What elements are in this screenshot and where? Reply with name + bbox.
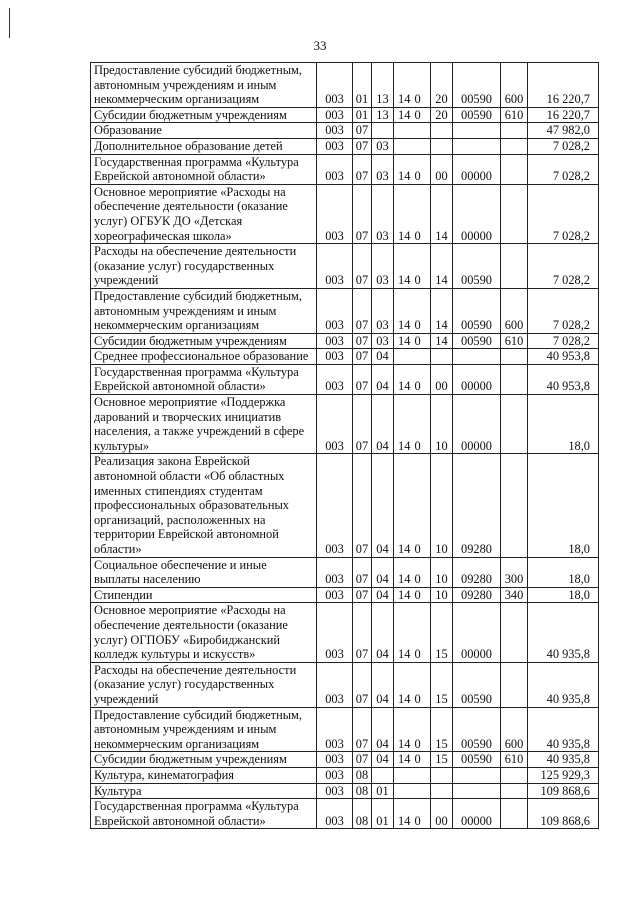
code-vr bbox=[501, 662, 528, 707]
code-rz: 01 bbox=[353, 107, 372, 123]
code-ved: 003 bbox=[317, 557, 353, 587]
budget-table bbox=[90, 62, 599, 829]
code-direction bbox=[453, 138, 501, 154]
table-row bbox=[91, 662, 599, 707]
code-vr: 340 bbox=[501, 587, 528, 603]
code-pr: 04 bbox=[372, 603, 394, 662]
table-row bbox=[91, 244, 599, 289]
row-amount: 7 028,2 bbox=[528, 288, 599, 333]
code-vr: 600 bbox=[501, 707, 528, 752]
code-rz: 07 bbox=[353, 123, 372, 139]
code-vr bbox=[501, 123, 528, 139]
row-amount: 7 028,2 bbox=[528, 184, 599, 243]
code-direction: 00590 bbox=[453, 752, 501, 768]
code-pr: 04 bbox=[372, 707, 394, 752]
code-rz: 08 bbox=[353, 799, 372, 829]
code-ved: 003 bbox=[317, 184, 353, 243]
code-pr: 03 bbox=[372, 288, 394, 333]
code-program bbox=[394, 349, 431, 365]
code-pr: 04 bbox=[372, 587, 394, 603]
code-rz: 07 bbox=[353, 603, 372, 662]
code-rz: 07 bbox=[353, 454, 372, 557]
code-direction bbox=[453, 349, 501, 365]
row-name: Субсидии бюджетным учреждениям bbox=[91, 107, 317, 123]
row-amount: 125 929,3 bbox=[528, 767, 599, 783]
code-vr bbox=[501, 395, 528, 454]
code-vr bbox=[501, 799, 528, 829]
code-direction: 09280 bbox=[453, 587, 501, 603]
code-ved: 003 bbox=[317, 138, 353, 154]
row-amount: 16 220,7 bbox=[528, 63, 599, 108]
code-direction: 00590 bbox=[453, 662, 501, 707]
code-subprogram bbox=[431, 783, 453, 799]
row-name: Государственная программа «Культура Еврейской автономной области» bbox=[91, 364, 317, 394]
row-amount: 40 935,8 bbox=[528, 662, 599, 707]
code-ved: 003 bbox=[317, 603, 353, 662]
code-program: 14 0 bbox=[394, 603, 431, 662]
code-subprogram: 10 bbox=[431, 395, 453, 454]
code-subprogram: 15 bbox=[431, 707, 453, 752]
row-name: Субсидии бюджетным учреждениям bbox=[91, 752, 317, 768]
code-program bbox=[394, 138, 431, 154]
table-row bbox=[91, 587, 599, 603]
code-direction: 00590 bbox=[453, 288, 501, 333]
code-subprogram: 20 bbox=[431, 63, 453, 108]
code-rz: 07 bbox=[353, 557, 372, 587]
code-program: 14 0 bbox=[394, 707, 431, 752]
code-rz: 01 bbox=[353, 63, 372, 108]
code-direction bbox=[453, 767, 501, 783]
code-program: 14 0 bbox=[394, 557, 431, 587]
row-name: Культура, кинематография bbox=[91, 767, 317, 783]
code-direction: 00000 bbox=[453, 603, 501, 662]
code-vr bbox=[501, 244, 528, 289]
code-pr: 03 bbox=[372, 333, 394, 349]
code-program: 14 0 bbox=[394, 244, 431, 289]
code-program: 14 0 bbox=[394, 184, 431, 243]
code-vr: 610 bbox=[501, 752, 528, 768]
table-row bbox=[91, 783, 599, 799]
row-amount: 7 028,2 bbox=[528, 154, 599, 184]
row-name: Расходы на обеспечение деятельности (оказание услуг) государственных учреждений bbox=[91, 244, 317, 289]
code-vr bbox=[501, 783, 528, 799]
code-pr: 04 bbox=[372, 364, 394, 394]
row-name: Основное мероприятие «Расходы на обеспечение деятельности (оказание услуг) ОГПОБУ «Биробиджанский колледж культуры и искусств» bbox=[91, 603, 317, 662]
code-ved: 003 bbox=[317, 799, 353, 829]
code-program: 14 0 bbox=[394, 752, 431, 768]
code-rz: 07 bbox=[353, 244, 372, 289]
row-amount: 40 953,8 bbox=[528, 364, 599, 394]
code-rz: 07 bbox=[353, 587, 372, 603]
code-direction: 00000 bbox=[453, 364, 501, 394]
code-pr: 03 bbox=[372, 154, 394, 184]
code-pr: 03 bbox=[372, 138, 394, 154]
code-subprogram: 14 bbox=[431, 288, 453, 333]
code-rz: 07 bbox=[353, 154, 372, 184]
code-vr: 610 bbox=[501, 333, 528, 349]
table-row bbox=[91, 349, 599, 365]
code-rz: 07 bbox=[353, 184, 372, 243]
code-program: 14 0 bbox=[394, 662, 431, 707]
scan-edge-mark bbox=[9, 8, 10, 38]
code-rz: 08 bbox=[353, 783, 372, 799]
row-amount: 18,0 bbox=[528, 587, 599, 603]
code-pr: 04 bbox=[372, 752, 394, 768]
code-pr: 04 bbox=[372, 662, 394, 707]
code-program: 14 0 bbox=[394, 288, 431, 333]
row-name: Предоставление субсидий бюджетным, автономным учреждениям и иным некоммерческим организациям bbox=[91, 707, 317, 752]
code-direction: 09280 bbox=[453, 557, 501, 587]
code-vr: 610 bbox=[501, 107, 528, 123]
code-direction bbox=[453, 123, 501, 139]
code-vr: 300 bbox=[501, 557, 528, 587]
table-row bbox=[91, 752, 599, 768]
row-name: Субсидии бюджетным учреждениям bbox=[91, 333, 317, 349]
code-subprogram: 10 bbox=[431, 454, 453, 557]
code-pr: 03 bbox=[372, 184, 394, 243]
row-amount: 40 935,8 bbox=[528, 707, 599, 752]
code-pr: 13 bbox=[372, 107, 394, 123]
row-amount: 40 935,8 bbox=[528, 603, 599, 662]
code-pr: 01 bbox=[372, 799, 394, 829]
code-direction: 00590 bbox=[453, 63, 501, 108]
row-amount: 109 868,6 bbox=[528, 799, 599, 829]
code-program bbox=[394, 123, 431, 139]
code-pr bbox=[372, 123, 394, 139]
code-ved: 003 bbox=[317, 587, 353, 603]
table-row bbox=[91, 603, 599, 662]
code-program: 14 0 bbox=[394, 454, 431, 557]
code-vr bbox=[501, 603, 528, 662]
table-row bbox=[91, 557, 599, 587]
budget-table-body bbox=[91, 63, 599, 829]
code-subprogram bbox=[431, 767, 453, 783]
table-row bbox=[91, 288, 599, 333]
code-direction: 00000 bbox=[453, 799, 501, 829]
code-rz: 07 bbox=[353, 395, 372, 454]
code-ved: 003 bbox=[317, 783, 353, 799]
code-vr bbox=[501, 349, 528, 365]
code-subprogram: 10 bbox=[431, 557, 453, 587]
row-name: Образование bbox=[91, 123, 317, 139]
code-direction: 00000 bbox=[453, 395, 501, 454]
code-direction: 00590 bbox=[453, 707, 501, 752]
code-ved: 003 bbox=[317, 454, 353, 557]
table-row bbox=[91, 184, 599, 243]
code-vr bbox=[501, 767, 528, 783]
code-rz: 07 bbox=[353, 364, 372, 394]
row-amount: 16 220,7 bbox=[528, 107, 599, 123]
code-program bbox=[394, 767, 431, 783]
code-pr: 04 bbox=[372, 454, 394, 557]
code-subprogram: 14 bbox=[431, 184, 453, 243]
code-subprogram: 00 bbox=[431, 799, 453, 829]
code-subprogram bbox=[431, 138, 453, 154]
code-pr: 04 bbox=[372, 395, 394, 454]
row-name: Предоставление субсидий бюджетным, автономным учреждениям и иным некоммерческим организациям bbox=[91, 288, 317, 333]
table-row bbox=[91, 123, 599, 139]
row-name: Государственная программа «Культура Еврейской автономной области» bbox=[91, 799, 317, 829]
row-name: Расходы на обеспечение деятельности (оказание услуг) государственных учреждений bbox=[91, 662, 317, 707]
page-number: 33 bbox=[313, 38, 327, 53]
code-pr: 01 bbox=[372, 783, 394, 799]
row-name: Стипендии bbox=[91, 587, 317, 603]
code-ved: 003 bbox=[317, 662, 353, 707]
code-rz: 07 bbox=[353, 288, 372, 333]
row-name: Предоставление субсидий бюджетным, автономным учреждениям и иным некоммерческим организациям bbox=[91, 63, 317, 108]
code-subprogram: 10 bbox=[431, 587, 453, 603]
code-direction: 00590 bbox=[453, 333, 501, 349]
table-row bbox=[91, 107, 599, 123]
code-vr bbox=[501, 154, 528, 184]
code-subprogram: 15 bbox=[431, 662, 453, 707]
code-program: 14 0 bbox=[394, 395, 431, 454]
row-name: Реализация закона Еврейской автономной области «Об областных именных стипендиях студентам профессиональных образовательных организаций, расположенных на территории Еврейской автономной области» bbox=[91, 454, 317, 557]
code-pr bbox=[372, 767, 394, 783]
code-ved: 003 bbox=[317, 288, 353, 333]
row-amount: 40 953,8 bbox=[528, 349, 599, 365]
row-amount: 18,0 bbox=[528, 395, 599, 454]
code-program: 14 0 bbox=[394, 587, 431, 603]
code-ved: 003 bbox=[317, 349, 353, 365]
code-vr bbox=[501, 454, 528, 557]
code-subprogram: 14 bbox=[431, 333, 453, 349]
code-subprogram: 15 bbox=[431, 603, 453, 662]
code-subprogram: 00 bbox=[431, 154, 453, 184]
code-pr: 03 bbox=[372, 244, 394, 289]
row-name: Основное мероприятие «Расходы на обеспечение деятельности (оказание услуг) ОГБУК ДО «Детская хореографическая школа» bbox=[91, 184, 317, 243]
code-program: 14 0 bbox=[394, 799, 431, 829]
row-amount: 18,0 bbox=[528, 557, 599, 587]
table-row bbox=[91, 63, 599, 108]
code-ved: 003 bbox=[317, 63, 353, 108]
code-ved: 003 bbox=[317, 767, 353, 783]
code-subprogram: 14 bbox=[431, 244, 453, 289]
code-program: 14 0 bbox=[394, 364, 431, 394]
code-rz: 07 bbox=[353, 707, 372, 752]
row-amount: 7 028,2 bbox=[528, 244, 599, 289]
table-row bbox=[91, 799, 599, 829]
table-row bbox=[91, 364, 599, 394]
code-ved: 003 bbox=[317, 154, 353, 184]
row-amount: 18,0 bbox=[528, 454, 599, 557]
table-row bbox=[91, 767, 599, 783]
code-vr: 600 bbox=[501, 288, 528, 333]
code-rz: 08 bbox=[353, 767, 372, 783]
code-pr: 04 bbox=[372, 349, 394, 365]
code-vr bbox=[501, 184, 528, 243]
code-pr: 13 bbox=[372, 63, 394, 108]
code-direction: 00590 bbox=[453, 107, 501, 123]
code-direction: 09280 bbox=[453, 454, 501, 557]
row-amount: 7 028,2 bbox=[528, 333, 599, 349]
row-name: Основное мероприятие «Поддержка дарований и творческих инициатив населения, а также учреждений в сфере культуры» bbox=[91, 395, 317, 454]
code-subprogram bbox=[431, 349, 453, 365]
row-amount: 7 028,2 bbox=[528, 138, 599, 154]
code-subprogram: 00 bbox=[431, 364, 453, 394]
row-amount: 109 868,6 bbox=[528, 783, 599, 799]
row-amount: 40 935,8 bbox=[528, 752, 599, 768]
code-program: 14 0 bbox=[394, 63, 431, 108]
code-rz: 07 bbox=[353, 333, 372, 349]
code-program: 14 0 bbox=[394, 333, 431, 349]
code-subprogram: 20 bbox=[431, 107, 453, 123]
code-ved: 003 bbox=[317, 244, 353, 289]
code-direction: 00590 bbox=[453, 244, 501, 289]
code-vr bbox=[501, 364, 528, 394]
code-pr: 04 bbox=[372, 557, 394, 587]
code-vr bbox=[501, 138, 528, 154]
code-rz: 07 bbox=[353, 752, 372, 768]
code-program: 14 0 bbox=[394, 107, 431, 123]
code-subprogram bbox=[431, 123, 453, 139]
code-ved: 003 bbox=[317, 707, 353, 752]
code-ved: 003 bbox=[317, 752, 353, 768]
row-name: Социальное обеспечение и иные выплаты населению bbox=[91, 557, 317, 587]
table-row bbox=[91, 333, 599, 349]
table-row bbox=[91, 454, 599, 557]
code-ved: 003 bbox=[317, 123, 353, 139]
code-rz: 07 bbox=[353, 349, 372, 365]
code-ved: 003 bbox=[317, 107, 353, 123]
row-name: Дополнительное образование детей bbox=[91, 138, 317, 154]
code-ved: 003 bbox=[317, 364, 353, 394]
row-name: Среднее профессиональное образование bbox=[91, 349, 317, 365]
code-direction bbox=[453, 783, 501, 799]
table-row bbox=[91, 154, 599, 184]
code-rz: 07 bbox=[353, 662, 372, 707]
table-row bbox=[91, 395, 599, 454]
code-direction: 00000 bbox=[453, 184, 501, 243]
table-row bbox=[91, 138, 599, 154]
table-row bbox=[91, 707, 599, 752]
code-ved: 003 bbox=[317, 395, 353, 454]
code-direction: 00000 bbox=[453, 154, 501, 184]
code-rz: 07 bbox=[353, 138, 372, 154]
row-name: Культура bbox=[91, 783, 317, 799]
code-program bbox=[394, 783, 431, 799]
row-amount: 47 982,0 bbox=[528, 123, 599, 139]
code-program: 14 0 bbox=[394, 154, 431, 184]
code-ved: 003 bbox=[317, 333, 353, 349]
code-vr: 600 bbox=[501, 63, 528, 108]
row-name: Государственная программа «Культура Еврейской автономной области» bbox=[91, 154, 317, 184]
code-subprogram: 15 bbox=[431, 752, 453, 768]
